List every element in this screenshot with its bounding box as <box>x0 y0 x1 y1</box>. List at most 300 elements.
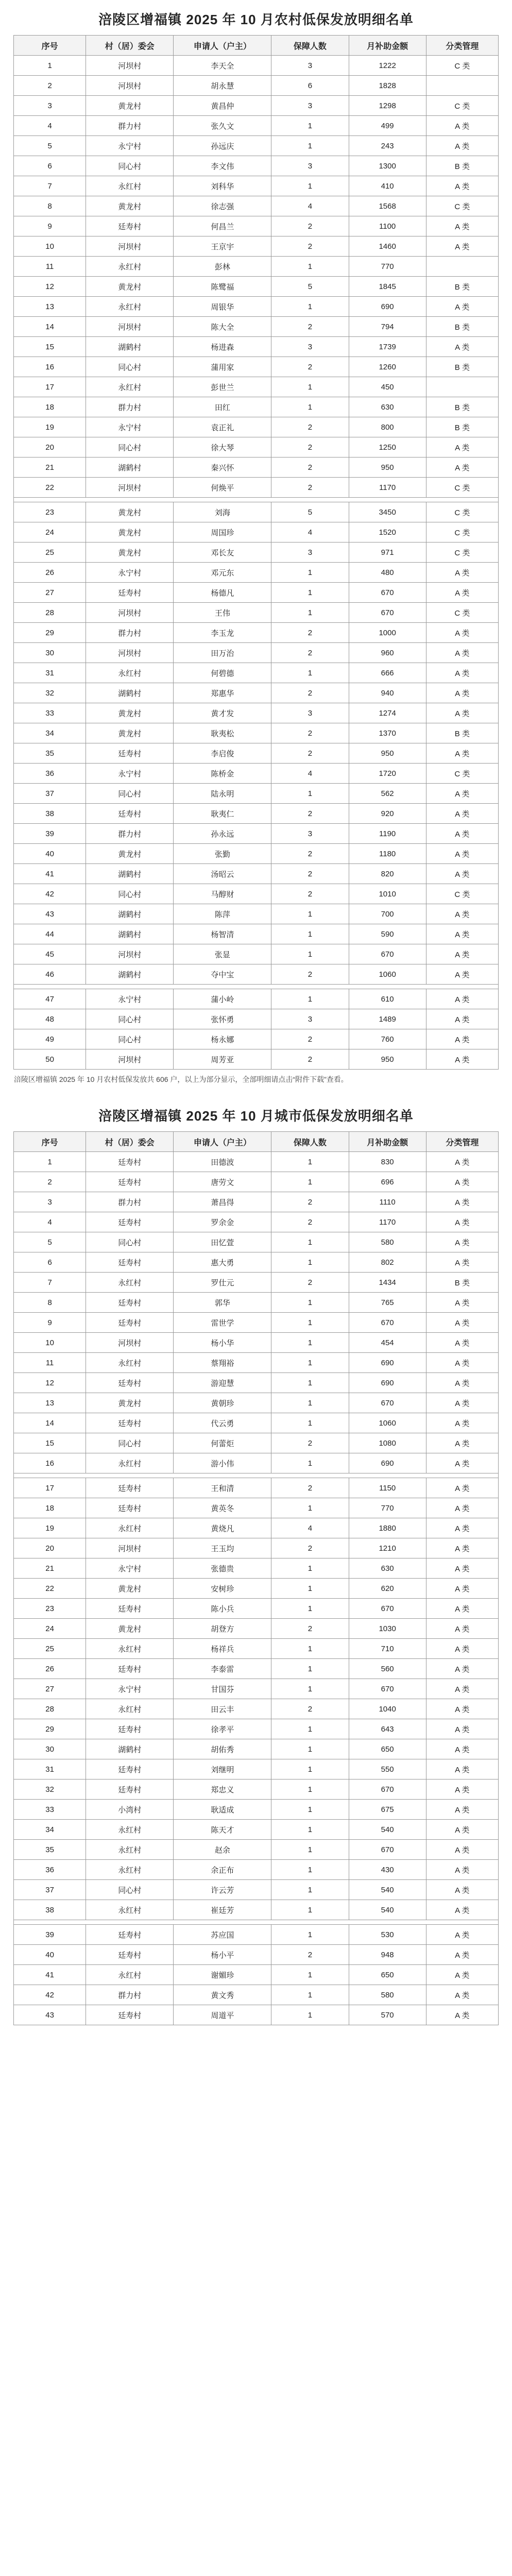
cell-village: 湖鹤村 <box>86 864 174 884</box>
cell-applicant: 杨德凡 <box>174 583 271 602</box>
cell-no: 39 <box>14 1925 86 1944</box>
cell-no: 33 <box>14 1800 86 1819</box>
cell-class: A 类 <box>455 1459 470 1468</box>
table-row <box>14 437 498 457</box>
cell-village: 黄龙村 <box>86 1579 174 1598</box>
cell-amount: 770 <box>349 257 426 276</box>
cell-no: 6 <box>14 1252 86 1272</box>
cell-amount: 670 <box>349 1393 426 1413</box>
table-row <box>14 156 498 176</box>
cell-no: 15 <box>14 337 86 357</box>
cell-count: 1 <box>271 1333 349 1352</box>
cell-class: A 类 <box>455 1504 470 1513</box>
cell-amount: 670 <box>349 944 426 964</box>
cell-village: 群力村 <box>86 1192 174 1212</box>
cell-amount: 643 <box>349 1719 426 1739</box>
cell-class: C 类 <box>454 101 470 111</box>
cell-amount: 1222 <box>349 56 426 75</box>
cell-class: B 类 <box>454 282 470 292</box>
cell-count: 2 <box>271 1049 349 1069</box>
urban-section <box>0 1100 512 2025</box>
cell-applicant: 谢媚珍 <box>174 1965 271 1985</box>
cell-village: 廷寿村 <box>86 1478 174 1498</box>
cell-no: 27 <box>14 583 86 602</box>
table-row <box>14 1538 498 1558</box>
table-row <box>14 1232 498 1252</box>
col-header-village: 村（居）委会 <box>86 1132 174 1151</box>
cell-no: 18 <box>14 1498 86 1518</box>
cell-no: 32 <box>14 1780 86 1799</box>
cell-no: 29 <box>14 623 86 642</box>
cell-amount: 430 <box>349 1860 426 1879</box>
table-row <box>14 2005 498 2025</box>
cell-count: 1 <box>271 136 349 156</box>
cell-count: 3 <box>271 156 349 176</box>
cell-count: 3 <box>271 96 349 115</box>
table-row <box>14 1599 498 1619</box>
cell-class: A 类 <box>455 1645 470 1654</box>
cell-applicant: 张久文 <box>174 116 271 135</box>
cell-village: 同心村 <box>86 884 174 904</box>
table-row <box>14 1273 498 1293</box>
cell-no: 26 <box>14 1659 86 1679</box>
table-row <box>14 944 498 964</box>
cell-amount: 800 <box>349 417 426 437</box>
cell-class: C 类 <box>454 61 470 71</box>
cell-count: 1 <box>271 1739 349 1759</box>
rural-section <box>0 4 512 1087</box>
cell-village: 廷寿村 <box>86 1293 174 1312</box>
cell-village: 同心村 <box>86 1232 174 1252</box>
cell-count: 1 <box>271 989 349 1009</box>
cell-applicant: 张德贵 <box>174 1558 271 1578</box>
cell-no: 24 <box>14 522 86 542</box>
cell-applicant: 黄昌仲 <box>174 96 271 115</box>
cell-class <box>426 257 498 276</box>
cell-class: A 类 <box>455 850 470 859</box>
cell-class: A 类 <box>455 629 470 638</box>
cell-applicant: 胡永慧 <box>174 76 271 95</box>
cell-village: 湖鹤村 <box>86 683 174 703</box>
cell-no: 10 <box>14 1333 86 1352</box>
cell-applicant: 黄英冬 <box>174 1498 271 1518</box>
cell-amount: 700 <box>349 904 426 924</box>
cell-applicant: 彭林 <box>174 257 271 276</box>
cell-applicant: 代云勇 <box>174 1413 271 1433</box>
cell-applicant: 余正布 <box>174 1860 271 1879</box>
cell-applicant: 唐劳文 <box>174 1172 271 1192</box>
cell-no: 34 <box>14 1820 86 1839</box>
cell-amount: 1190 <box>349 824 426 843</box>
cell-count: 3 <box>271 1009 349 1029</box>
cell-village: 永宁村 <box>86 1679 174 1699</box>
cell-count: 1 <box>271 904 349 924</box>
cell-village: 河坝村 <box>86 603 174 622</box>
cell-village: 群力村 <box>86 1985 174 2005</box>
cell-count: 4 <box>271 196 349 216</box>
cell-applicant: 田忆萱 <box>174 1232 271 1252</box>
cell-amount: 454 <box>349 1333 426 1352</box>
cell-village: 永红村 <box>86 1453 174 1473</box>
table-row <box>14 884 498 904</box>
cell-amount: 1040 <box>349 1699 426 1719</box>
cell-applicant: 杨小平 <box>174 1945 271 1964</box>
cell-count: 1 <box>271 663 349 683</box>
cell-amount: 670 <box>349 583 426 602</box>
cell-village: 永宁村 <box>86 136 174 156</box>
cell-no: 1 <box>14 1152 86 1172</box>
cell-count: 2 <box>271 357 349 377</box>
cell-applicant: 罗余金 <box>174 1212 271 1232</box>
cell-no: 41 <box>14 864 86 884</box>
cell-class: A 类 <box>455 122 470 131</box>
cell-applicant: 惠大勇 <box>174 1252 271 1272</box>
cell-village: 河坝村 <box>86 317 174 336</box>
cell-village: 湖鹤村 <box>86 337 174 357</box>
cell-village: 廷寿村 <box>86 1413 174 1433</box>
cell-class: A 类 <box>455 463 470 472</box>
cell-class: A 类 <box>455 222 470 231</box>
cell-amount: 670 <box>349 1780 426 1799</box>
cell-no: 4 <box>14 1212 86 1232</box>
cell-amount: 1210 <box>349 1538 426 1558</box>
cell-count: 2 <box>271 216 349 236</box>
cell-amount: 540 <box>349 1880 426 1900</box>
table-row <box>14 1719 498 1739</box>
cell-no: 9 <box>14 1313 86 1332</box>
cell-amount: 950 <box>349 743 426 763</box>
cell-village: 同心村 <box>86 437 174 457</box>
cell-count: 1 <box>271 1719 349 1739</box>
cell-village: 湖鹤村 <box>86 457 174 477</box>
cell-count: 1 <box>271 1172 349 1192</box>
table-row <box>14 824 498 844</box>
cell-applicant: 王和清 <box>174 1478 271 1498</box>
cell-no: 11 <box>14 1353 86 1372</box>
cell-class: A 类 <box>455 1665 470 1674</box>
cell-applicant: 杨智清 <box>174 924 271 944</box>
cell-village: 河坝村 <box>86 76 174 95</box>
cell-applicant: 杨进森 <box>174 337 271 357</box>
cell-class: B 类 <box>454 423 470 432</box>
col-header-no: 序号 <box>14 1132 86 1151</box>
cell-village: 黄龙村 <box>86 543 174 562</box>
col-header-amount: 月补助金额 <box>349 1132 426 1151</box>
cell-class: A 类 <box>455 1484 470 1493</box>
cell-village: 廷寿村 <box>86 1212 174 1232</box>
cell-no: 19 <box>14 417 86 437</box>
cell-class: A 类 <box>455 930 470 939</box>
urban-header-row <box>14 1132 498 1152</box>
cell-amount: 670 <box>349 603 426 622</box>
cell-no: 40 <box>14 844 86 863</box>
cell-village: 河坝村 <box>86 944 174 964</box>
cell-class: B 类 <box>454 363 470 372</box>
rural-note: 涪陵区增福镇 2025 年 10 月农村低保发放共 606 户，以上为部分显示，全部明细请点击“附件下载”查看。 <box>14 1075 348 1083</box>
cell-applicant: 周道平 <box>174 2005 271 2025</box>
cell-village: 廷寿村 <box>86 1945 174 1964</box>
col-header-applicant: 申请人（户主） <box>174 1132 271 1151</box>
cell-class: A 类 <box>455 749 470 758</box>
cell-count: 6 <box>271 76 349 95</box>
cell-class: A 类 <box>455 1524 470 1533</box>
cell-village: 永宁村 <box>86 417 174 437</box>
cell-count: 4 <box>271 522 349 542</box>
cell-class: A 类 <box>455 1399 470 1408</box>
table-row <box>14 989 498 1009</box>
table-row <box>14 56 498 76</box>
cell-applicant: 何碧德 <box>174 663 271 683</box>
cell-no: 28 <box>14 1699 86 1719</box>
cell-village: 永红村 <box>86 1900 174 1920</box>
cell-count: 1 <box>271 563 349 582</box>
cell-no: 49 <box>14 1029 86 1049</box>
cell-amount: 920 <box>349 804 426 823</box>
cell-no: 6 <box>14 156 86 176</box>
table-row <box>14 1925 498 1945</box>
table-row <box>14 623 498 643</box>
cell-class: A 类 <box>455 1971 470 1980</box>
table-row <box>14 377 498 397</box>
row-separator <box>14 985 498 989</box>
cell-amount: 450 <box>349 377 426 397</box>
cell-no: 35 <box>14 1840 86 1859</box>
cell-applicant: 蒲小岭 <box>174 989 271 1009</box>
cell-village: 湖鹤村 <box>86 964 174 984</box>
cell-applicant: 蒲用家 <box>174 357 271 377</box>
table-row <box>14 1212 498 1232</box>
cell-class: A 类 <box>455 1258 470 1267</box>
cell-count: 2 <box>271 417 349 437</box>
cell-count: 1 <box>271 377 349 397</box>
cell-village: 廷寿村 <box>86 1172 174 1192</box>
cell-village: 同心村 <box>86 784 174 803</box>
table-row <box>14 1860 498 1880</box>
table-row <box>14 257 498 277</box>
cell-no: 19 <box>14 1518 86 1538</box>
cell-amount: 1880 <box>349 1518 426 1538</box>
cell-class: A 类 <box>455 1845 470 1855</box>
cell-village: 群力村 <box>86 623 174 642</box>
row-separator <box>14 498 498 502</box>
cell-count: 1 <box>271 1860 349 1879</box>
cell-applicant: 徐孝平 <box>174 1719 271 1739</box>
cell-count: 1 <box>271 1659 349 1679</box>
cell-class: A 类 <box>455 1765 470 1774</box>
cell-village: 河坝村 <box>86 1538 174 1558</box>
table-row <box>14 1498 498 1518</box>
cell-village: 群力村 <box>86 116 174 135</box>
cell-class: A 类 <box>455 2011 470 2020</box>
cell-amount: 570 <box>349 2005 426 2025</box>
cell-no: 17 <box>14 377 86 397</box>
cell-count: 4 <box>271 1518 349 1538</box>
cell-no: 20 <box>14 1538 86 1558</box>
cell-village: 湖鹤村 <box>86 924 174 944</box>
cell-count: 3 <box>271 543 349 562</box>
cell-class: B 类 <box>454 162 470 171</box>
cell-count: 1 <box>271 1558 349 1578</box>
cell-applicant: 杨永娜 <box>174 1029 271 1049</box>
table-row <box>14 357 498 377</box>
table-row <box>14 297 498 317</box>
cell-no: 31 <box>14 1759 86 1779</box>
cell-count: 2 <box>271 723 349 743</box>
cell-amount: 1260 <box>349 357 426 377</box>
cell-amount: 1100 <box>349 216 426 236</box>
cell-applicant: 黄文秀 <box>174 1985 271 2005</box>
cell-count: 2 <box>271 1192 349 1212</box>
cell-no: 10 <box>14 236 86 256</box>
cell-count: 1 <box>271 1780 349 1799</box>
cell-applicant: 王京宇 <box>174 236 271 256</box>
cell-applicant: 邓元东 <box>174 563 271 582</box>
cell-applicant: 李玉龙 <box>174 623 271 642</box>
cell-village: 永红村 <box>86 1840 174 1859</box>
cell-applicant: 赵余 <box>174 1840 271 1859</box>
cell-applicant: 刘继明 <box>174 1759 271 1779</box>
table-row <box>14 1699 498 1719</box>
table-row <box>14 1558 498 1579</box>
cell-applicant: 萧昌得 <box>174 1192 271 1212</box>
cell-amount: 770 <box>349 1498 426 1518</box>
cell-applicant: 李天全 <box>174 56 271 75</box>
cell-class: A 类 <box>455 870 470 879</box>
cell-class: A 类 <box>455 649 470 658</box>
cell-no: 30 <box>14 1739 86 1759</box>
cell-applicant: 陈小兵 <box>174 1599 271 1618</box>
cell-amount: 560 <box>349 1659 426 1679</box>
cell-class: B 类 <box>454 729 470 738</box>
cell-count: 3 <box>271 56 349 75</box>
col-header-count: 保障人数 <box>271 1132 349 1151</box>
cell-amount: 1030 <box>349 1619 426 1638</box>
cell-count: 1 <box>271 1985 349 2005</box>
cell-applicant: 孙远庆 <box>174 136 271 156</box>
cell-class: A 类 <box>455 1991 470 2000</box>
cell-village: 黄龙村 <box>86 703 174 723</box>
cell-count: 2 <box>271 1273 349 1292</box>
cell-no: 7 <box>14 1273 86 1292</box>
cell-applicant: 郑惠华 <box>174 683 271 703</box>
table-row <box>14 1192 498 1212</box>
cell-amount: 1739 <box>349 337 426 357</box>
cell-amount: 1110 <box>349 1192 426 1212</box>
cell-count: 1 <box>271 1232 349 1252</box>
cell-applicant: 郑忠义 <box>174 1780 271 1799</box>
cell-applicant: 黄烧凡 <box>174 1518 271 1538</box>
cell-no: 46 <box>14 964 86 984</box>
cell-amount: 830 <box>349 1152 426 1172</box>
cell-class: A 类 <box>455 1158 470 1167</box>
cell-count: 2 <box>271 623 349 642</box>
table-row <box>14 502 498 522</box>
cell-applicant: 田红 <box>174 397 271 417</box>
table-row <box>14 236 498 257</box>
cell-village: 群力村 <box>86 397 174 417</box>
cell-applicant: 何昌兰 <box>174 216 271 236</box>
table-row <box>14 1739 498 1759</box>
cell-count: 1 <box>271 1498 349 1518</box>
cell-no: 27 <box>14 1679 86 1699</box>
cell-no: 25 <box>14 543 86 562</box>
cell-no: 28 <box>14 603 86 622</box>
cell-amount: 1520 <box>349 522 426 542</box>
cell-amount: 540 <box>349 1820 426 1839</box>
table-row <box>14 1252 498 1273</box>
cell-amount: 940 <box>349 683 426 703</box>
cell-applicant: 陈鹭福 <box>174 277 271 296</box>
cell-village: 黄龙村 <box>86 502 174 522</box>
cell-class: A 类 <box>455 1866 470 1875</box>
cell-no: 26 <box>14 563 86 582</box>
table-row <box>14 397 498 417</box>
cell-applicant: 苏应国 <box>174 1925 271 1944</box>
table-row <box>14 522 498 543</box>
table-row <box>14 176 498 196</box>
table-row <box>14 1759 498 1780</box>
table-row <box>14 1152 498 1172</box>
cell-class: A 类 <box>455 829 470 839</box>
table-row <box>14 1900 498 1920</box>
rural-title: 涪陵区增福镇 2025 年 10 月农村低保发放明细名单 <box>98 12 414 27</box>
cell-amount: 650 <box>349 1965 426 1985</box>
cell-no: 15 <box>14 1433 86 1453</box>
cell-no: 18 <box>14 397 86 417</box>
table-row <box>14 1009 498 1029</box>
cell-no: 8 <box>14 196 86 216</box>
cell-village: 群力村 <box>86 824 174 843</box>
cell-count: 3 <box>271 703 349 723</box>
cell-amount: 1170 <box>349 1212 426 1232</box>
cell-no: 13 <box>14 1393 86 1413</box>
table-row <box>14 1840 498 1860</box>
cell-class: A 类 <box>455 182 470 191</box>
cell-amount: 1180 <box>349 844 426 863</box>
table-row <box>14 1313 498 1333</box>
cell-count: 1 <box>271 1293 349 1312</box>
cell-count: 1 <box>271 1599 349 1618</box>
cell-count: 1 <box>271 1965 349 1985</box>
cell-amount: 1370 <box>349 723 426 743</box>
cell-count: 1 <box>271 1820 349 1839</box>
cell-count: 2 <box>271 964 349 984</box>
table-row <box>14 1880 498 1900</box>
col-header-class: 分类管理 <box>446 42 479 51</box>
cell-class: A 类 <box>455 588 470 598</box>
cell-applicant: 陈萍 <box>174 904 271 924</box>
cell-class: A 类 <box>455 302 470 312</box>
cell-count: 1 <box>271 297 349 316</box>
cell-no: 16 <box>14 357 86 377</box>
cell-village: 廷寿村 <box>86 1780 174 1799</box>
table-row <box>14 317 498 337</box>
cell-count: 1 <box>271 1759 349 1779</box>
cell-amount: 1250 <box>349 437 426 457</box>
cell-class: A 类 <box>455 1906 470 1915</box>
cell-class: A 类 <box>455 995 470 1004</box>
cell-class: B 类 <box>454 1278 470 1287</box>
cell-village: 永宁村 <box>86 1558 174 1578</box>
cell-applicant: 耿适成 <box>174 1800 271 1819</box>
cell-no: 23 <box>14 502 86 522</box>
cell-applicant: 徐大琴 <box>174 437 271 457</box>
cell-count: 2 <box>271 457 349 477</box>
cell-applicant: 郭华 <box>174 1293 271 1312</box>
cell-count: 2 <box>271 683 349 703</box>
cell-class: A 类 <box>455 709 470 718</box>
cell-no: 17 <box>14 1478 86 1498</box>
